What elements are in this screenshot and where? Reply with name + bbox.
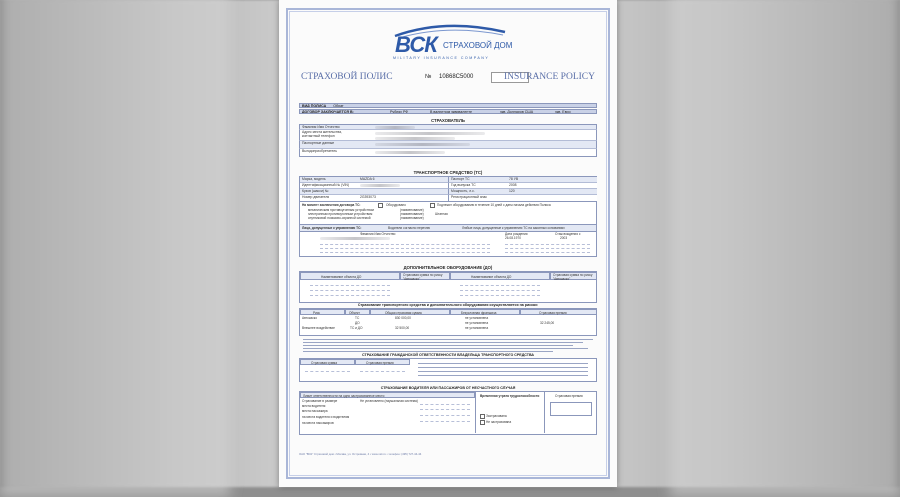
section-extra [299, 265, 597, 303]
ts-engine-label: Номер двигателя [302, 195, 330, 199]
extra-col-4-label: Страховая сумма по риску "Автокаско" [553, 273, 593, 281]
ins-row1-obj: ТС [355, 316, 360, 320]
ts-vin-label: Идентификационный № (VIN) [302, 183, 349, 187]
extra-col-3 [450, 272, 550, 280]
ins-col-prem [520, 309, 597, 315]
ns-row-4: на места водителя и водителям [302, 415, 350, 419]
gr-note-line [418, 371, 588, 372]
note-line [303, 348, 588, 349]
logo-subtitle: MILITARY INSURANCE COMPANY [393, 56, 490, 60]
drivers-col-since: Стаж вождения с [555, 232, 581, 236]
dogovor-valuta: В валютном эквиваленте [430, 110, 472, 114]
ins-row3-sum: 32 500,00 [395, 326, 410, 330]
vid-polisa-value: Обрат [333, 104, 344, 108]
ts-year-value: 2008 [509, 183, 517, 187]
ns-line [420, 421, 470, 422]
ts-drivers-bar [299, 225, 597, 232]
dogovor-rub: Рублях РФ [390, 110, 409, 114]
extra-col-1-label: Наименование объекта ДО [321, 275, 362, 279]
extra-line [310, 295, 390, 296]
ts-oborud-label: На момент заключения договора ТС: [302, 203, 361, 207]
extra-col-2 [400, 272, 450, 280]
dogovor-bar [299, 109, 597, 114]
dogovor-eur: экв. Евро [555, 110, 571, 114]
section-ts [299, 170, 597, 257]
extra-col-1 [300, 272, 400, 280]
ts-model-value: MAZDA 6 [360, 177, 375, 181]
ins-title: Страхование транспортного средства и дополнительного оборудования осуществляется на рисках: [357, 303, 539, 307]
ts-device-name-label-1: (наименование) [400, 208, 424, 212]
extra-line [310, 290, 390, 291]
gr-col-prem [355, 359, 410, 365]
strahovatel-beneficiary-label: Выгодоприобретатель [302, 149, 337, 153]
ns-row-1: Не установлено (паушальная система) [360, 399, 418, 403]
strahovatel-title: СТРАХОВАТЕЛЬ [431, 118, 465, 123]
ts-power-value: 120 [509, 189, 515, 193]
policy-number: 10868С5000 [439, 74, 474, 80]
redaction [375, 137, 455, 140]
drivers-line [320, 252, 490, 253]
ts-left [300, 177, 449, 201]
title-row [301, 72, 595, 86]
extra-col-3-label: Наименование объекта ДО [471, 275, 512, 279]
ts-pts-value: 78 УВ [509, 177, 519, 181]
drivers-col-fio: Фамилия Имя Отчество [360, 232, 396, 236]
redaction [375, 151, 445, 154]
note-line [303, 339, 593, 340]
ns-col-limit [300, 392, 475, 398]
background-blur-right [670, 0, 900, 497]
ns-row-5: на места пассажиров [302, 421, 334, 425]
dogovor-usd: экв. Долларов США [500, 110, 534, 114]
gr-title: СТРАХОВАНИЕ ГРАЖДАНСКОЙ ОТВЕТСТВЕННОСТИ ВЛАДЕЛЬЦА ТРАНСПОРТНОГО СРЕДСТВА [362, 353, 534, 357]
dogovor-label: ДОГОВОР ЗАКЛЮЧАЕТСЯ В: [302, 110, 354, 114]
gr-note-line [418, 363, 588, 364]
ns-row-2: места водителя [302, 404, 326, 408]
ns-prem-box [550, 402, 592, 416]
drivers-line [505, 248, 590, 249]
gr-col-sum [300, 359, 355, 365]
section-insurance-risks [299, 302, 597, 356]
ns-vut-cell [475, 392, 545, 433]
ins-row3-obj: ТС и ДО [350, 326, 363, 330]
extra-table [299, 271, 597, 303]
ns-row-3: места пассажира [302, 409, 328, 413]
redaction [320, 237, 390, 240]
drivers-line [505, 244, 590, 245]
ts-row-engine [300, 195, 449, 201]
drivers-line [505, 252, 590, 253]
ts-year-label: Год выпуска ТС [451, 183, 476, 187]
title-en: INSURANCE POLICY [503, 72, 595, 82]
vid-polisa-label: ВИД ПОЛИСА [302, 104, 327, 108]
redaction [360, 184, 400, 187]
gr-line [305, 371, 350, 372]
redaction [375, 126, 415, 129]
gr-line [360, 371, 405, 372]
logo-brand: ВСК [395, 32, 437, 57]
ts-power-label: Мощность, л.с. [451, 189, 475, 193]
drivers-col-birth: Дата рождения [505, 232, 528, 236]
drivers-line [320, 248, 490, 249]
ns-table [299, 391, 597, 435]
number-label: № [425, 74, 432, 80]
logo-name: СТРАХОВОЙ ДОМ [443, 41, 513, 50]
ts-oborud-checkbox[interactable] [378, 203, 383, 208]
ns-line [420, 415, 470, 416]
ts-device-sat: спутниковой поисково-охранной системой [308, 216, 371, 220]
extra-line [460, 290, 540, 291]
ins-row2-obj: ДО [355, 321, 360, 325]
ns-limit-label: Лимит ответственности на одно застрахованное место: [303, 394, 386, 398]
ns-vut-label: Временная утрата трудоспособности [480, 394, 540, 398]
ns-line [420, 409, 470, 410]
drivers-row1-since: 2003 [560, 236, 568, 240]
ins-col-obj [345, 309, 370, 315]
ts-podlezhit-note: Подлежит оборудованию в течение 10 дней с даты начала действия Полиса [437, 203, 551, 207]
section-ns [299, 385, 597, 435]
strahovatel-address-label: Адрес места жительства, контактный телефон [302, 130, 342, 138]
ins-col-sum [370, 309, 450, 315]
note-line [303, 345, 573, 346]
ins-row1-fr: не установлена [465, 316, 489, 320]
ins-row3-fr: не установлена [465, 326, 489, 330]
extra-col-4 [550, 272, 597, 280]
gr-table [299, 358, 597, 382]
section-vid-polisa [299, 103, 597, 114]
section-strahovatel [299, 118, 597, 157]
extra-line [460, 285, 540, 286]
drivers-line [320, 244, 490, 245]
strahovatel-row-address [299, 130, 597, 141]
drivers-label: Лица, допущенные к управлению ТС: [302, 226, 362, 230]
redaction [375, 132, 485, 135]
ts-title: ТРАНСПОРТНОЕ СРЕДСТВО (ТС) [413, 170, 483, 175]
strahovatel-row-passport [299, 141, 597, 149]
ins-row1-prem: 32 245,00 [540, 321, 555, 325]
ts-engine-value: 2G393073 [360, 195, 376, 199]
ts-device-value: Штатная [435, 212, 448, 216]
ins-table [299, 308, 597, 336]
ns-opt2-checkbox[interactable] [480, 420, 485, 425]
ts-oborud-value: Оборудовано [386, 203, 406, 207]
ns-prem-label: Страховая премия [555, 394, 583, 398]
extra-col-2-label: Страховая сумма по риску "Автокаско" [403, 273, 443, 281]
background-blur-left [0, 0, 230, 497]
ns-opt1-label: Застрахована [486, 414, 507, 418]
ts-equipment [299, 202, 597, 225]
drivers-opt2[interactable]: Любые лица, допущенные к управлению ТС на законных основаниях [462, 226, 565, 230]
ts-podlezhit-checkbox[interactable] [430, 203, 435, 208]
section-gr [299, 352, 597, 382]
ins-col-sum-label: Общая страховая сумма [385, 311, 422, 315]
ts-grid [299, 176, 597, 202]
ins-col-risk [300, 309, 345, 315]
ins-row1-risk: Автокаско [302, 316, 317, 320]
vid-polisa-bar [299, 103, 597, 108]
ins-row2-fr: не установлена [465, 321, 489, 325]
ts-model-label: Марка, модель [302, 177, 326, 181]
drivers-row1-birth: 26.08.1970 [505, 236, 521, 240]
strahovatel-row-beneficiary [299, 149, 597, 157]
ins-row3-risk: Внешнее воздействие [302, 326, 335, 330]
ins-col-fr-label: Безусловная франшиза [461, 311, 497, 315]
ns-opt1-checkbox[interactable] [480, 414, 485, 419]
company-logo [385, 22, 535, 66]
gr-col-prem-label: Страховая премия [366, 361, 394, 365]
note-line [303, 342, 583, 343]
drivers-table [299, 232, 597, 257]
document-page [279, 0, 617, 487]
ins-row1-sum: 830 000,00 [395, 316, 411, 320]
drivers-opt1[interactable]: Водители согласно перечню [388, 226, 430, 230]
ts-device-elec: электронным противоугонным устройством [308, 212, 373, 216]
ins-col-obj-label: Объект [349, 311, 360, 315]
ts-row-reg [449, 195, 597, 201]
title-ru: СТРАХОВОЙ ПОЛИС [301, 72, 393, 82]
gr-note-line [418, 367, 588, 368]
ts-reg-label: Регистрационный знак [451, 195, 487, 199]
gr-col-sum-label: Страховая сумма [311, 361, 337, 365]
ins-col-risk-label: Риск [313, 311, 320, 315]
redaction [375, 143, 470, 146]
extra-line [460, 295, 540, 296]
ts-device-name-label-3: (наименование) [400, 216, 424, 220]
strahovatel-fio-label: Фамилия Имя Отчество [302, 125, 340, 129]
ns-row-0: Страхование в размере [302, 399, 338, 403]
ts-pts-label: Паспорт ТС [451, 177, 470, 181]
footer-text: ОАО "ВСК" Страховой дом • Москва, ул. Островная, 4 • www.vsk.ru • телефон: (495) 727-44-44 [299, 452, 422, 456]
ns-line [420, 404, 470, 405]
ts-body-label: Кузов (шасси) № [302, 189, 329, 193]
extra-line [310, 285, 390, 286]
ts-device-mech: механическим противоугонным устройством [308, 208, 374, 212]
ns-title: СТРАХОВАНИЕ ВОДИТЕЛЯ ИЛИ ПАССАЖИРОВ ОТ НЕСЧАСТНОГО СЛУЧАЯ [380, 386, 516, 390]
ts-device-name-label-2: (наименование) [400, 212, 424, 216]
gr-note-line [418, 375, 588, 376]
ts-right [449, 177, 597, 201]
strahovatel-passport-label: Паспортные данные [302, 141, 335, 145]
extra-title: ДОПОЛНИТЕЛЬНОЕ ОБОРУДОВАНИЕ (ДО) [403, 265, 493, 270]
ins-col-prem-label: Страховая премия [539, 311, 567, 315]
ins-col-fr [450, 309, 520, 315]
ns-opt2-label: Не застрахована [486, 420, 512, 424]
